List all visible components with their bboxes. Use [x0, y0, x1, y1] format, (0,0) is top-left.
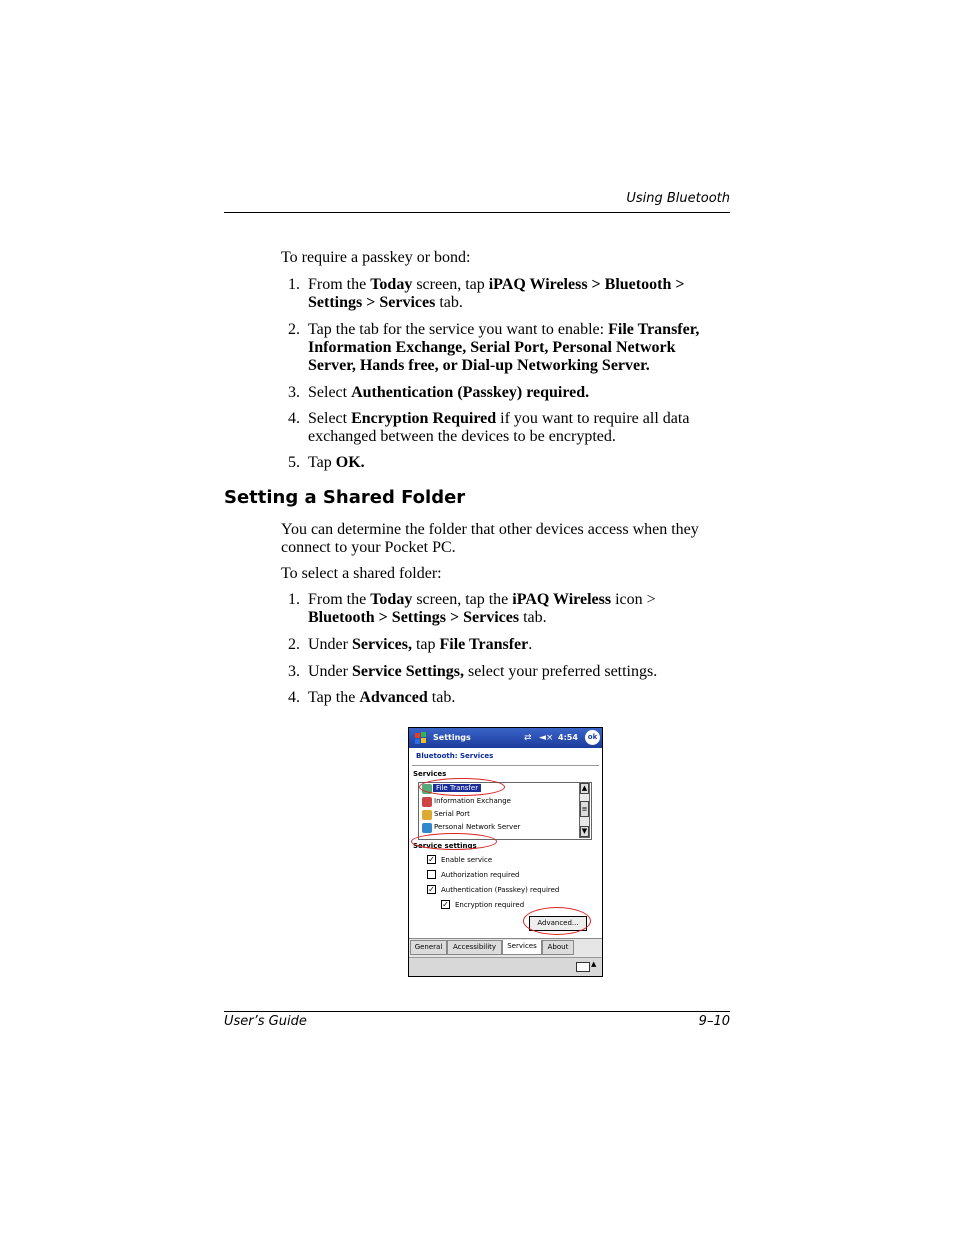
tab-accessibility[interactable]: Accessibility: [447, 940, 502, 955]
authorization-checkbox[interactable]: [427, 870, 436, 879]
step-text: Tap the Advanced tab.: [308, 689, 456, 706]
pocketpc-screenshot: [408, 727, 603, 977]
authentication-label: Authentication (Passkey) required: [441, 886, 560, 894]
service-item-information-exchange[interactable]: Information Exchange: [434, 797, 511, 805]
serial-port-icon: [422, 810, 432, 820]
tab-bar: [409, 938, 602, 958]
keyboard-icon[interactable]: [576, 962, 590, 972]
input-menu-arrow-icon[interactable]: ▲: [591, 960, 597, 968]
step-text: Select Encryption Required if you want to require all data exchanged between the devices to be encrypted.: [308, 410, 690, 445]
service-settings-label: Service settings: [413, 842, 477, 850]
service-item-file-transfer[interactable]: File Transfer: [433, 784, 481, 792]
information-exchange-icon: [422, 797, 432, 807]
highlight-oval-service-settings: [411, 833, 497, 850]
section-heading: Setting a Shared Folder: [224, 487, 466, 508]
footer-rule: [224, 1011, 730, 1012]
title-bar: [409, 728, 602, 748]
advanced-button[interactable]: Advanced...: [529, 916, 587, 931]
speaker-icon[interactable]: ◄×: [539, 733, 554, 743]
app-title: Settings: [433, 733, 471, 742]
step-number: 2.: [288, 321, 300, 338]
step-text: Select Authentication (Passkey) required.: [308, 384, 590, 401]
highlight-oval-file-transfer: [419, 778, 505, 796]
step-number: 1.: [288, 276, 300, 293]
step-text: From the Today screen, tap iPAQ Wireless > Bluetooth > Settings > Services tab.: [308, 276, 685, 311]
intro-shared-folder: To select a shared folder:: [281, 565, 442, 582]
footer-title: User’s Guide: [224, 1014, 307, 1029]
step-number: 5.: [288, 454, 300, 471]
step-number: 3.: [288, 663, 300, 680]
tab-general[interactable]: General: [410, 940, 447, 955]
enable-service-label: Enable service: [441, 856, 493, 864]
service-item-personal-network-server[interactable]: Personal Network Server: [434, 823, 521, 831]
encryption-label: Encryption required: [455, 901, 525, 909]
tab-services[interactable]: Services: [502, 940, 542, 955]
scroll-up-arrow-icon[interactable]: ▲: [581, 784, 588, 792]
personal-network-server-icon: [422, 823, 432, 833]
highlight-oval-advanced: [523, 907, 591, 935]
step-text: Under Services, tap File Transfer.: [308, 636, 533, 653]
windows-start-icon[interactable]: [414, 731, 428, 745]
command-bar: [409, 957, 602, 977]
step-number: 4.: [288, 410, 300, 427]
header-rule: [224, 212, 730, 213]
tab-about[interactable]: About: [542, 940, 574, 955]
divider: [412, 765, 599, 766]
page-subtitle: Bluetooth: Services: [416, 752, 494, 760]
encryption-checkbox[interactable]: ✓: [442, 900, 449, 909]
services-label: Services: [413, 770, 447, 778]
enable-service-checkbox[interactable]: ✓: [428, 855, 435, 864]
step-text: Under Service Settings, select your preferred settings.: [308, 663, 658, 680]
step-number: 4.: [288, 689, 300, 706]
running-header: Using Bluetooth: [626, 191, 730, 206]
step-number: 3.: [288, 384, 300, 401]
clock[interactable]: 4:54: [558, 733, 578, 742]
step-text: Tap OK.: [308, 454, 365, 471]
connectivity-icon[interactable]: ⇄: [524, 733, 532, 743]
step-text: From the Today screen, tap the iPAQ Wireless icon > Bluetooth > Settings > Services tab.: [308, 591, 656, 626]
scroll-down-arrow-icon[interactable]: ▼: [581, 827, 588, 835]
ok-button[interactable]: ok: [585, 730, 600, 745]
authorization-label: Authorization required: [441, 871, 520, 879]
scroll-thumb[interactable]: ≡: [580, 801, 589, 817]
step-number: 1.: [288, 591, 300, 608]
authentication-checkbox[interactable]: ✓: [428, 885, 435, 894]
intro-passkey: To require a passkey or bond:: [281, 249, 471, 266]
page-number: 9–10: [698, 1014, 730, 1029]
services-scrollbar[interactable]: [579, 782, 590, 838]
step-number: 2.: [288, 636, 300, 653]
step-text: Tap the tab for the service you want to enable: File Transfer, Information Exchange, Serial Port, Personal Network Server, Hands free, or Dial-up Networking Server.: [308, 321, 700, 374]
shared-folder-intro: You can determine the folder that other devices access when they connect to your Pocket PC.: [281, 521, 699, 556]
service-item-serial-port[interactable]: Serial Port: [434, 810, 470, 818]
